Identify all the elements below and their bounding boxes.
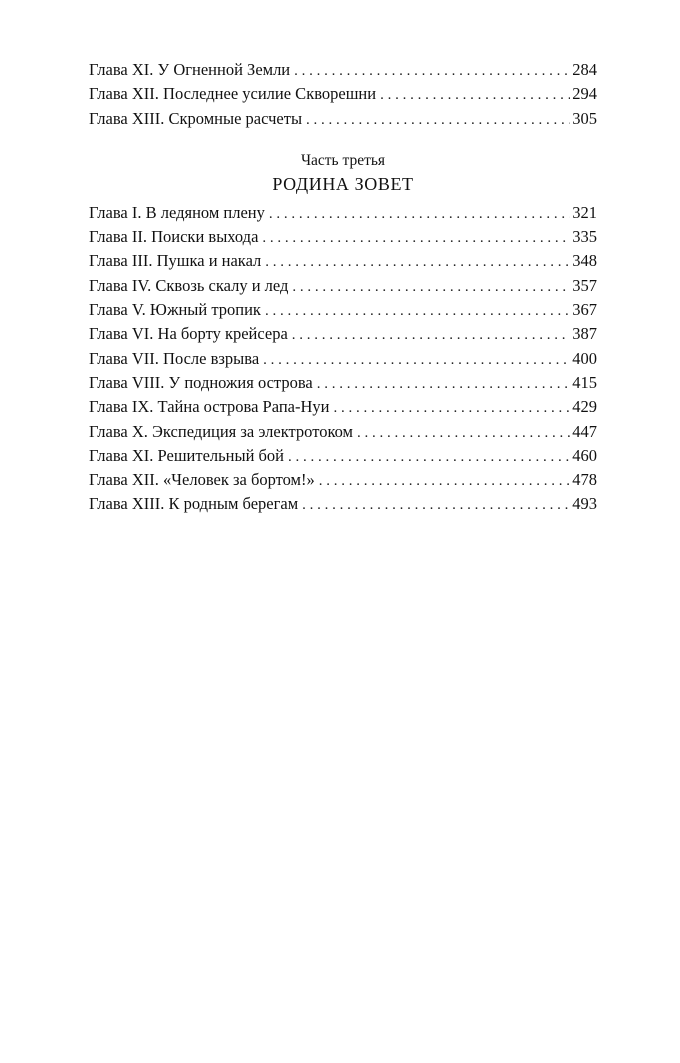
toc-entry-title: Глава XII. Последнее усилие Скворешни (89, 84, 377, 104)
toc-entry-page: 305 (572, 108, 597, 128)
toc-entry (89, 468, 597, 492)
toc-entry-page: 447 (572, 421, 597, 441)
toc-entry (89, 58, 597, 82)
toc-dot-leader (319, 468, 571, 493)
toc-dot-leader (265, 298, 570, 323)
toc-entry-page: 321 (572, 202, 597, 222)
toc-entry-page: 415 (572, 372, 597, 392)
toc-entry (89, 371, 597, 395)
toc-entry-title: Глава VIII. У подножия острова (89, 372, 313, 392)
toc-dot-leader (262, 225, 570, 250)
toc-entry (89, 82, 597, 106)
part-title: РОДИНА ЗОВЕТ (272, 173, 414, 194)
table-of-contents (89, 58, 597, 517)
toc-entry-page: 335 (572, 227, 597, 247)
toc-entry (89, 201, 597, 225)
toc-entry-title: Глава X. Экспедиция за электротоком (89, 421, 353, 441)
toc-entry (89, 444, 597, 468)
toc-dot-leader (263, 347, 570, 372)
toc-entry (89, 249, 597, 273)
toc-list-part-three (89, 201, 597, 517)
toc-list-part-two-tail (89, 58, 597, 131)
toc-entry-title: Глава VI. На борту крейсера (89, 324, 288, 344)
toc-dot-leader (333, 395, 570, 420)
toc-entry-page: 367 (572, 300, 597, 320)
toc-entry-title: Глава XIII. Скромные расчеты (89, 108, 303, 128)
toc-entry-title: Глава XIII. К родным берегам (89, 494, 299, 514)
toc-entry (89, 347, 597, 371)
toc-dot-leader (302, 492, 570, 517)
toc-entry-page: 357 (572, 275, 597, 295)
toc-entry-title: Глава III. Пушка и накал (89, 251, 262, 271)
toc-entry-page: 493 (572, 494, 597, 514)
toc-entry-page: 284 (572, 60, 597, 79)
toc-dot-leader (317, 371, 571, 396)
toc-entry-page: 387 (572, 324, 597, 344)
toc-entry (89, 107, 597, 131)
toc-entry-page: 400 (572, 348, 597, 368)
toc-dot-leader (269, 201, 570, 226)
toc-dot-leader (306, 107, 570, 132)
toc-entry (89, 492, 597, 516)
toc-entry (89, 395, 597, 419)
toc-entry-title: Глава IX. Тайна острова Рапа-Нуи (89, 397, 330, 417)
toc-dot-leader (294, 58, 570, 83)
toc-entry-title: Глава I. В ледяном плену (89, 202, 265, 222)
toc-entry-page: 294 (572, 84, 597, 104)
toc-dot-leader (357, 420, 570, 445)
toc-entry (89, 420, 597, 444)
toc-entry-title: Глава VII. После взрыва (89, 348, 260, 368)
part-heading (89, 151, 597, 197)
toc-entry-title: Глава XII. «Человек за бортом!» (89, 470, 315, 490)
toc-dot-leader (265, 249, 570, 274)
toc-entry (89, 225, 597, 249)
toc-entry (89, 322, 597, 346)
toc-entry (89, 298, 597, 322)
toc-entry (89, 274, 597, 298)
toc-entry-page: 460 (572, 445, 597, 465)
toc-entry-title: Глава XI. У Огненной Земли (89, 60, 291, 79)
toc-entry-title: Глава V. Южный тропик (89, 300, 261, 320)
toc-entry-page: 348 (572, 251, 597, 271)
part-label: Часть третья (300, 151, 386, 169)
toc-entry-page: 429 (572, 397, 597, 417)
toc-entry-title: Глава IV. Сквозь скалу и лед (89, 275, 289, 295)
toc-dot-leader (292, 274, 570, 299)
toc-dot-leader (292, 322, 570, 347)
toc-dot-leader (380, 82, 570, 107)
toc-entry-page: 478 (572, 470, 597, 490)
toc-entry-title: Глава II. Поиски выхода (89, 227, 259, 247)
toc-dot-leader (288, 444, 570, 469)
toc-entry-title: Глава XI. Решительный бой (89, 445, 284, 465)
